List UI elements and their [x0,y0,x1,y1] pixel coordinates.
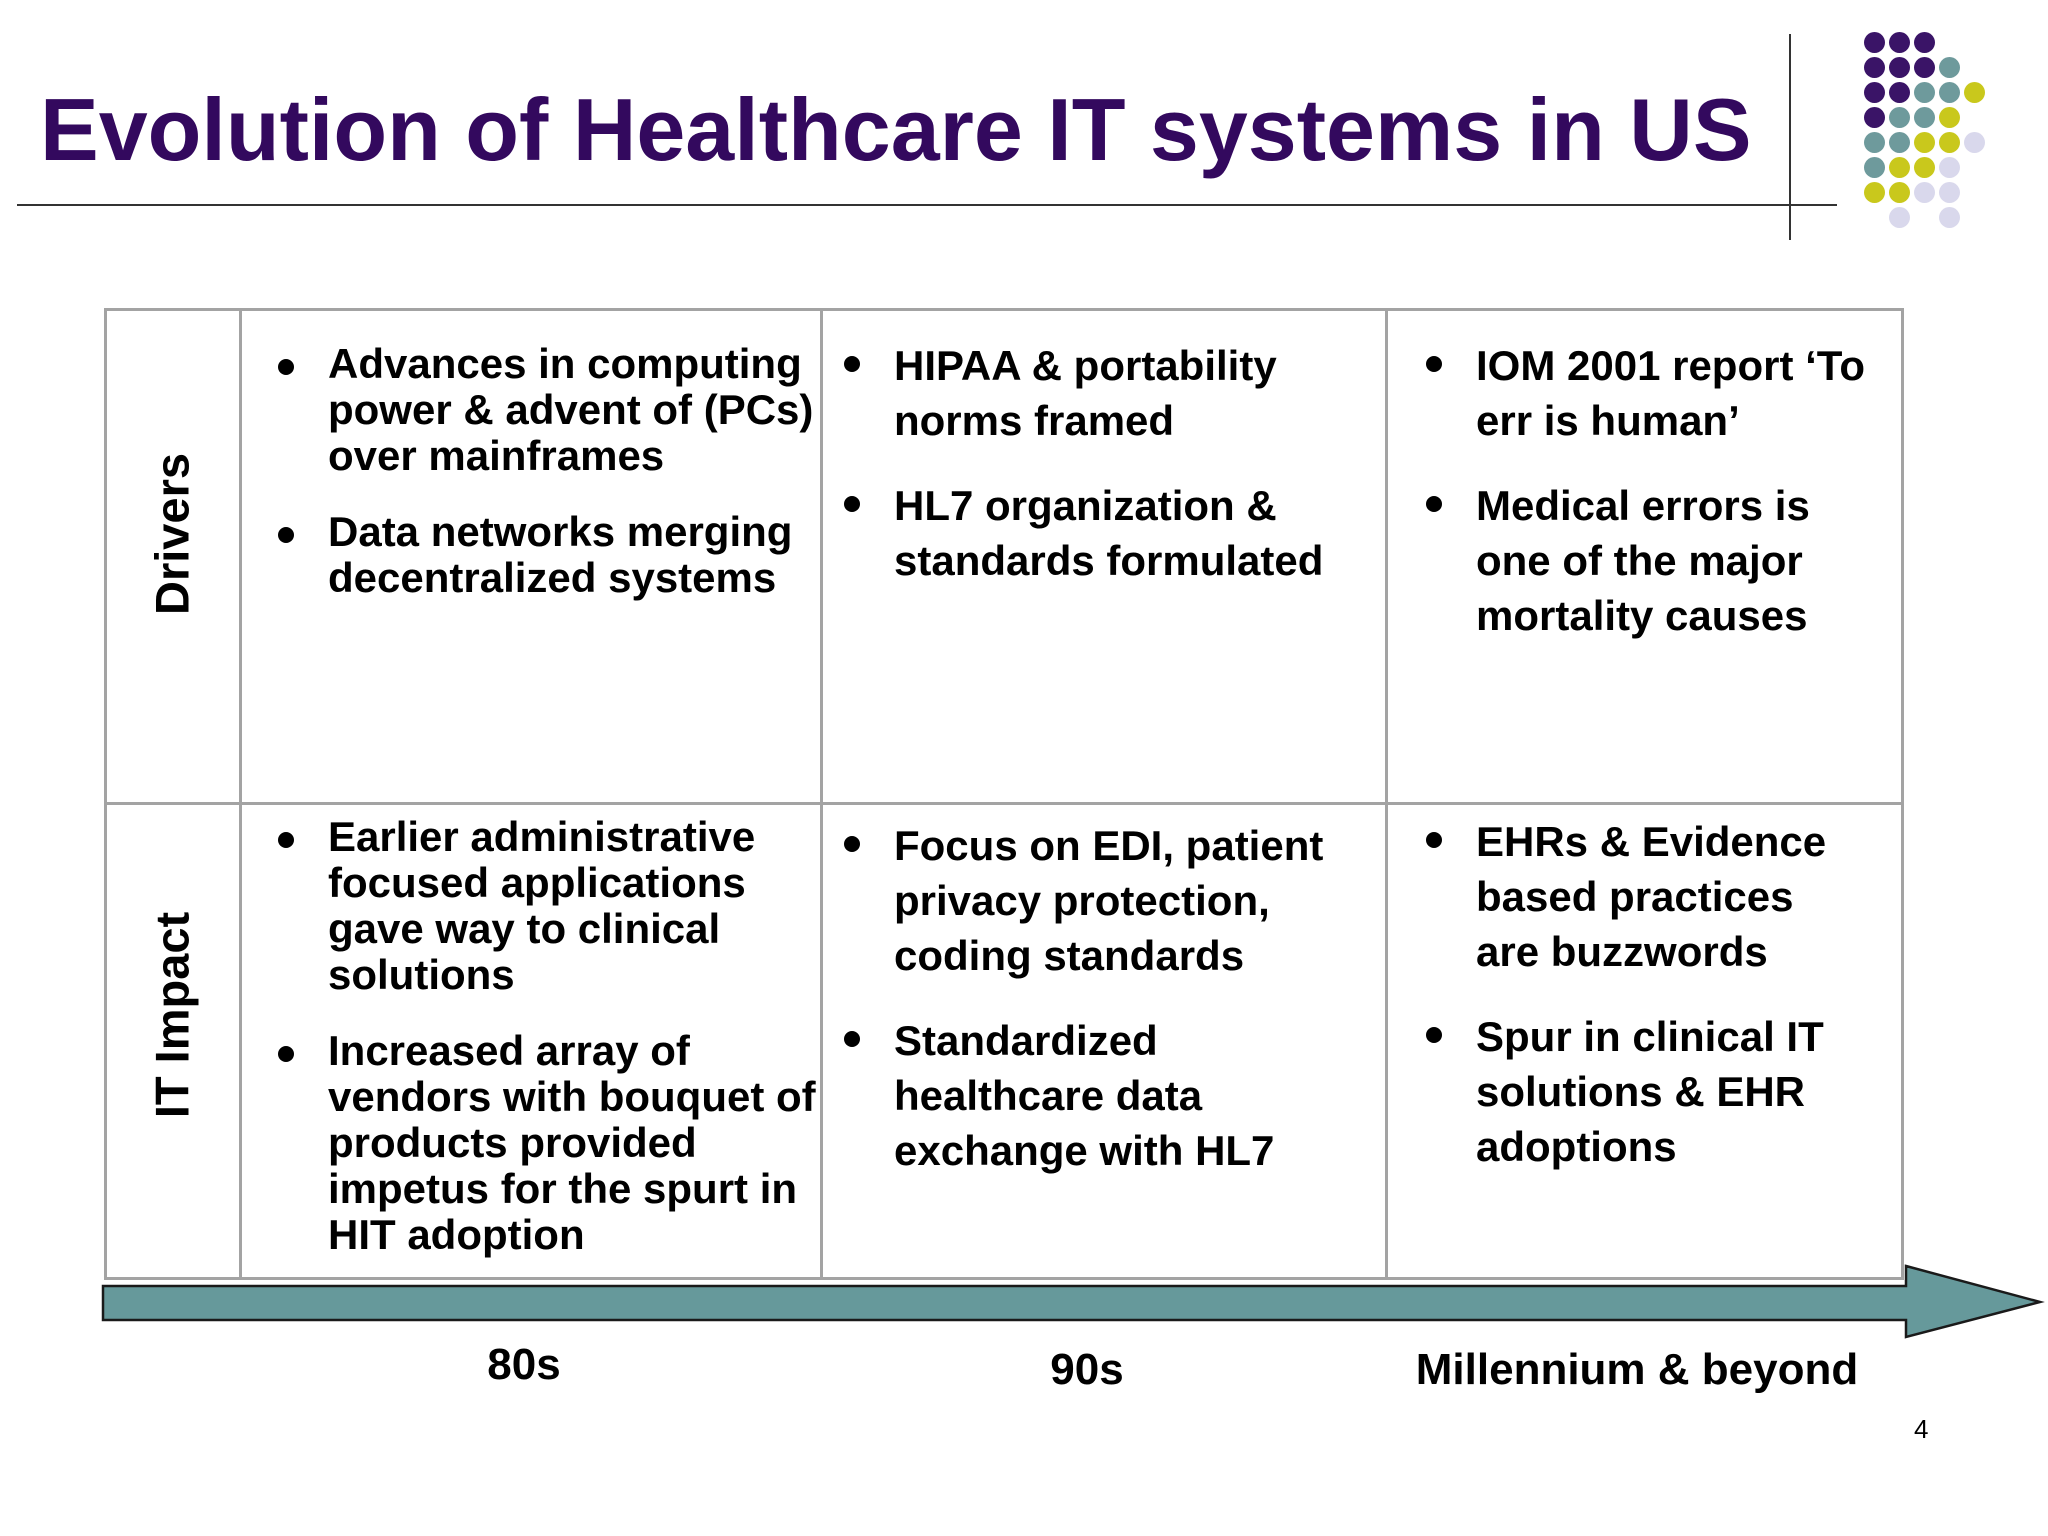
vertical-divider [1789,34,1791,240]
row-label-it-impact: IT Impact [145,911,199,1119]
list-item: HL7 organization & standards formulated [844,478,1354,588]
table-column-divider [239,308,242,1280]
list-item: Increased array of vendors with bouquet of products provided impetus for the spurt in HIT adoption [278,1028,818,1258]
list-item: Focus on EDI, patient privacy protection, coding standards [844,818,1374,983]
table-column-divider [1385,308,1388,1280]
table-column-divider [820,308,823,1280]
slide-title: Evolution of Healthcare IT systems in US [40,80,1752,179]
title-divider [17,204,1837,206]
era-label-millennium: Millennium & beyond [1415,1345,1859,1394]
impact-90s-cell [844,818,1374,1208]
list-item: Data networks merging decentralized systems [278,509,818,601]
impact-80s-cell [278,814,818,1288]
list-item: Spur in clinical IT solutions & EHR adoptions [1426,1009,1866,1174]
impact-millennium-cell [1426,814,1866,1204]
timeline-arrow-icon [100,1262,2046,1342]
list-item: Advances in computing power & advent of (PCs) over mainframes [278,341,818,479]
table-row-divider [104,802,1904,805]
list-item: HIPAA & portability norms framed [844,338,1354,448]
row-label-drivers: Drivers [145,453,199,615]
era-label-80s: 80s [487,1340,561,1389]
page-number: 4 [1914,1414,1929,1444]
list-item: Standardized healthcare data exchange with HL7 [844,1013,1374,1178]
drivers-90s-cell [844,338,1354,618]
era-label-90s: 90s [1050,1345,1124,1394]
list-item: IOM 2001 report ‘To err is human’ [1426,338,1866,448]
list-item: Earlier administrative focused applications gave way to clinical solutions [278,814,818,998]
list-item: Medical errors is one of the major mortality causes [1426,478,1866,643]
list-item: EHRs & Evidence based practices are buzzwords [1426,814,1866,979]
drivers-80s-cell [278,341,818,631]
drivers-millennium-cell [1426,338,1866,673]
